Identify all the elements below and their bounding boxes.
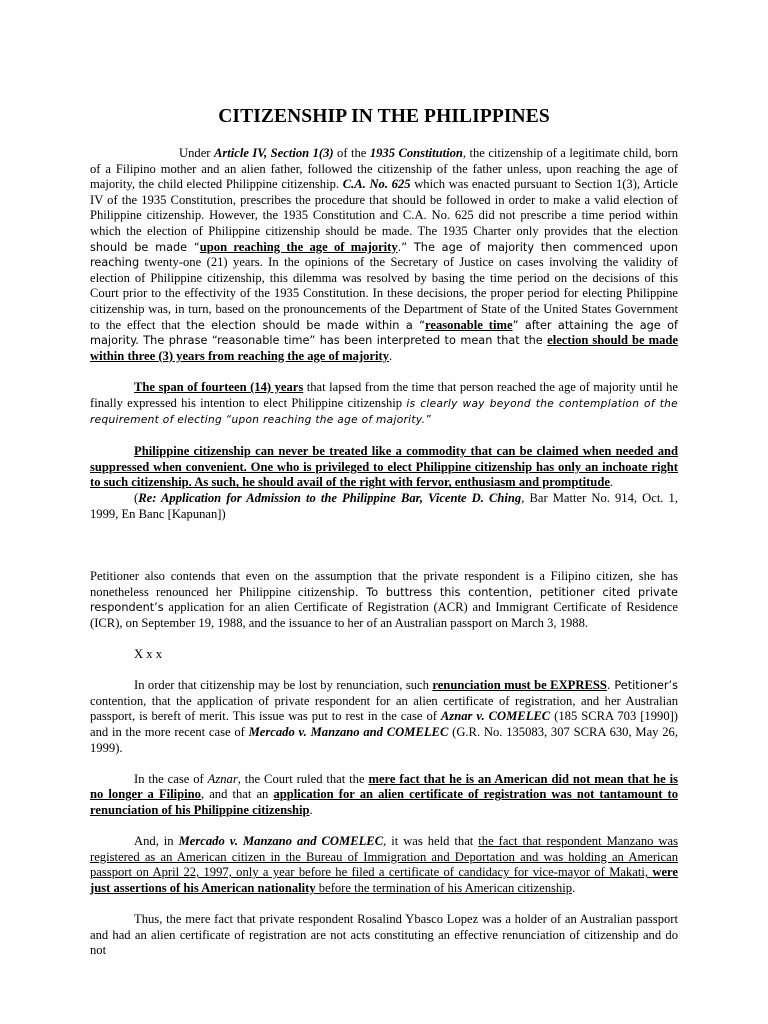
paragraph-petitioner-contends (90, 569, 678, 631)
case-title-mercado: Mercado v. Manzano and COMELEC (178, 834, 384, 849)
citation-ching (90, 491, 678, 522)
text-run: Under (179, 146, 214, 160)
case-title-aznar: Aznar v. COMELEC (440, 709, 551, 724)
text-run: In order that citizenship may be lost by renunciation, such (134, 678, 433, 693)
paragraph-aznar (90, 772, 678, 819)
emphasis-commodity: Philippine citizenship can never be treated like a commodity that can be claimed when needed and suppressed when convenient. One who is privileged to elect Philippine citizenship has only an inchoate right to such citizenship. As such, he should avail of the right with fervor, enthusiasm and promptitude (90, 444, 678, 490)
paragraph-mercado (90, 834, 678, 896)
text-run: , the citizenship of a legitimate child, born of a Filipino mother and an alien father, followed the citizenship of the father unless, upon reaching the age of majority, the child elected Philippine citizenship. (90, 146, 678, 192)
text-run: And, in (134, 834, 179, 849)
text-run: ” after attaining the age of majority. The phrase “reasonable time” has been interpreted to mean that the (90, 318, 679, 348)
text-run: . (572, 880, 576, 895)
emphasis-upon-reaching: upon reaching the age of majority (199, 239, 398, 254)
emphasis-assertions: were just assertions of his American nationality (90, 865, 678, 895)
emphasis-acr-not-renunciation: application for an alien certificate of registration was not tantamount to renunciation of his Philippine citizenship (90, 787, 678, 817)
text-run: .” The age of majority then commenced upon reaching (90, 240, 678, 270)
text-run: application for an alien Certificate of Registration (ACR) and Immigrant Certificate of Residence (ICR), on September 19, 1988, and the issuance to her of an Australian passport on March 3, 1988. (90, 600, 678, 630)
text-run: ( (134, 491, 139, 506)
underlined-termination: before the termination of his American citizenship (315, 880, 572, 895)
case-title-ching: Re: Application for Admission to the Philippine Bar, Vicente D. Ching (138, 491, 522, 506)
text-run: In the case of (134, 771, 208, 786)
text-run: which was enacted pursuant to Section 1(3), Article IV of the 1935 Constitution, prescribes the procedure that should be followed in order to make a valid election of Philippine citizenship. However, the 1935 Constitution and C.A. No. 625 did not prescribe a time period within which the election of Philippine citizenship should be made. The 1935 Charter only provides that the election (90, 177, 679, 238)
paragraph-1935-constitution (90, 146, 678, 364)
italic-text-run: is clearly way beyond the contemplation of the requirement of electing “upon reaching the age of majority.” (90, 397, 678, 427)
text-run: , Bar Matter No. 914, Oct. 1, 1999, En Banc [Kapunan]) (90, 491, 678, 521)
text-run: should be made “ (90, 240, 200, 254)
emphasis-express: renunciation must be EXPRESS (432, 678, 607, 693)
citation-constitution: 1935 Constitution (369, 146, 463, 160)
emphasis-reasonable-time: reasonable time (425, 317, 513, 332)
text-run: ship. To buttress this contention, petitioner cited private respondent’s (90, 585, 678, 615)
citation-ca-625: C.A. No. 625 (342, 177, 411, 192)
case-name-aznar: Aznar (207, 771, 238, 786)
document-title: CITIZENSHIP IN THE PHILIPPINES (218, 106, 550, 127)
text-run: , the Court ruled that the (237, 771, 369, 786)
citation-article: Article IV, Section 1(3) (213, 146, 334, 160)
emphasis-three-years: election should be made within three (3) years from reaching the age of majority (90, 333, 678, 363)
text-run: . (389, 348, 393, 363)
text-run: , and that an (200, 787, 274, 802)
text-run: . Petitioner’s (606, 679, 678, 693)
paragraph-fourteen-years (90, 380, 678, 429)
paragraph-commodity (90, 444, 678, 491)
emphasis-american: mere fact that he is an American did not mean that he is no longer a Filipino (90, 771, 678, 802)
text-run: (185 SCRA 703 [1990]) and in the more recent case of (90, 709, 679, 739)
text-run: (G.R. No. 135083, 307 SCRA 630, May 26, 1999). (90, 724, 678, 755)
underlined-manzano-facts: the fact that respondent Manzano was registered as an American citizen in the Bureau of Immigration and Deportation and was holding an American passport on April 22, 1997, only a year before he filed a certificate of candidacy for vice-mayor of Makati, (90, 834, 678, 880)
text-run: , it was held that (383, 834, 479, 849)
case-title-mercado: Mercado v. Manzano and COMELEC (248, 724, 449, 739)
text-run: . (309, 802, 313, 817)
paragraph-renunciation (90, 678, 678, 756)
text-run: contention, that the application of private respondent for an alien certificate of registration, and her Australian passport, is bereft of merit. This issue was put to rest in the case of (90, 693, 678, 724)
paragraph-conclusion: Thus, the mere fact that private respondent Rosalind Ybasco Lopez was a holder of an Australian passport and had an alien certificate of registration are not acts constituting an effective renunciation of citizenship and do not (90, 912, 678, 958)
omission-marker: X x x (134, 647, 162, 661)
text-run: twenty-one (21) years. In the opinions of the Secretary of Justice on cases involving the validity of election of Philippine citizenship, this dilemma was resolved by basing the time period on the decisions of this Court prior to the effectivity of the 1935 Constitution. In these decisions, the proper period for electing Philippine citizenship was, in turn, based on the pronouncements of the Department of State of the United States Government to the effect that (90, 255, 678, 332)
text-run: the election should be made within a “ (186, 318, 426, 332)
text-run: of the (333, 146, 370, 160)
text-run: Petitioner also contends that even on the assumption that the private respondent is a Filipino citizen, she has nonetheless renounced her Philippine citizen (90, 569, 678, 599)
text-run: that lapsed from the time that person reached the age of majority until he finally expressed his intention to elect Philippine citizenship (90, 379, 678, 410)
emphasis-fourteen-years: The span of fourteen (14) years (134, 379, 304, 394)
text-run: . (609, 475, 614, 490)
